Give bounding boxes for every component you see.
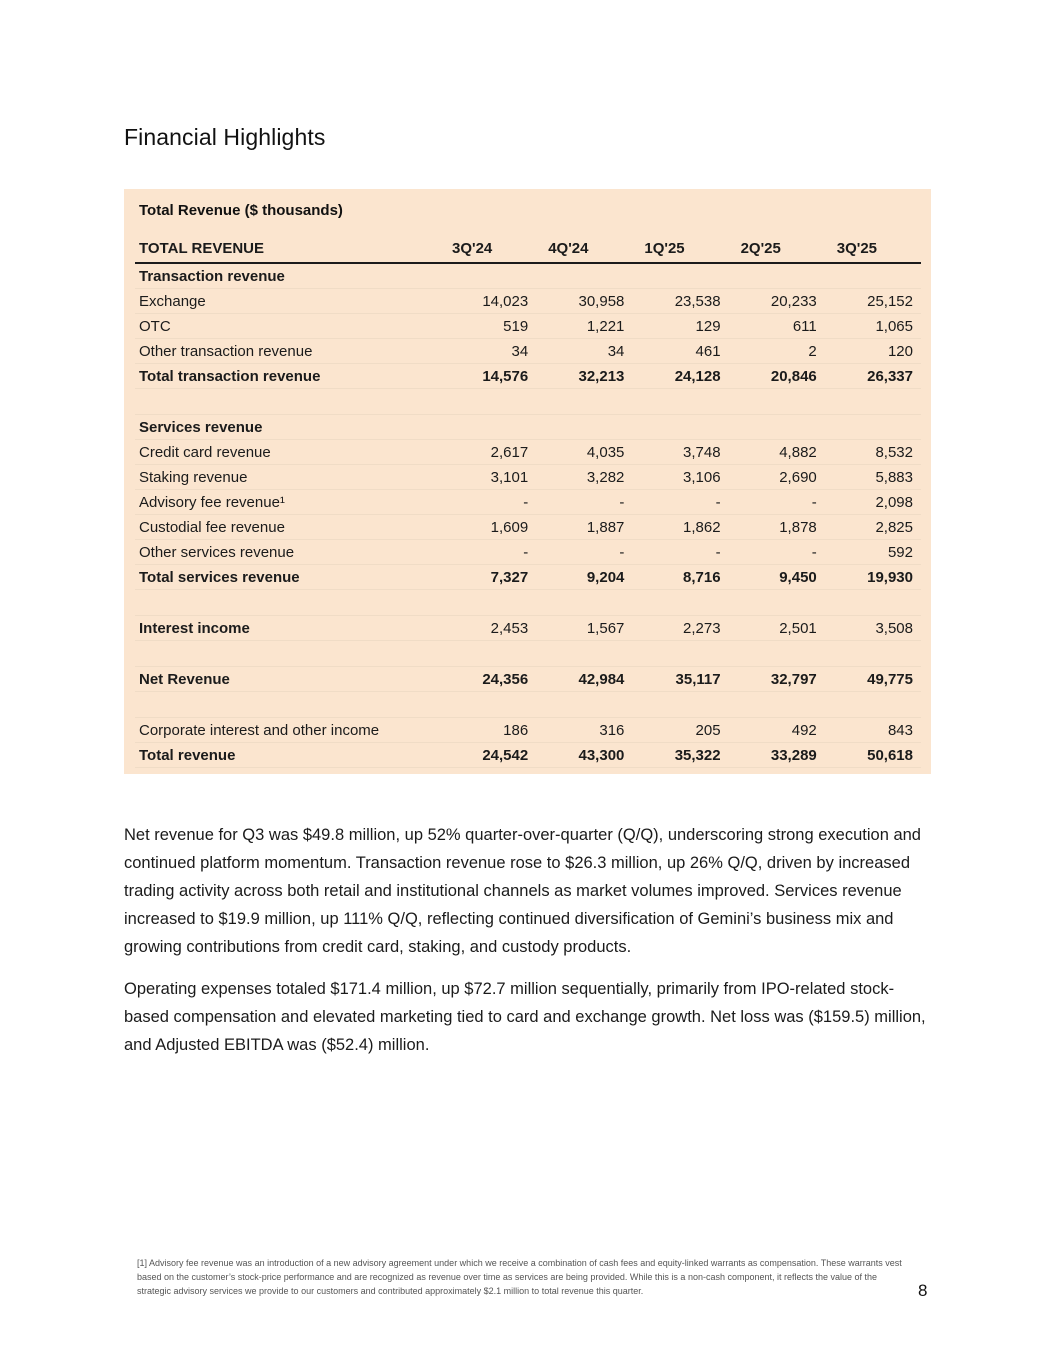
cell-value <box>825 263 921 289</box>
revenue-table <box>135 235 921 768</box>
cell-value: 33,289 <box>729 743 825 768</box>
spacer-row <box>135 590 921 616</box>
table-row <box>135 515 921 540</box>
table-row <box>135 314 921 339</box>
cell-value <box>536 389 632 415</box>
cell-value: - <box>729 540 825 565</box>
cell-value <box>632 263 728 289</box>
row-label: Total services revenue <box>135 565 440 590</box>
cell-value <box>729 389 825 415</box>
cell-value: 2,098 <box>825 490 921 515</box>
cell-value: 4,035 <box>536 440 632 465</box>
page-number: 8 <box>918 1281 928 1300</box>
cell-value: 35,322 <box>632 743 728 768</box>
cell-value: - <box>536 490 632 515</box>
cell-value: 2,273 <box>632 616 728 641</box>
cell-value: 3,106 <box>632 465 728 490</box>
cell-value: 20,233 <box>729 289 825 314</box>
table-row <box>135 718 921 743</box>
cell-value: 519 <box>440 314 536 339</box>
table-row <box>135 667 921 692</box>
cell-value: 19,930 <box>825 565 921 590</box>
cell-value: 120 <box>825 339 921 364</box>
table-row <box>135 743 921 768</box>
cell-value: 461 <box>632 339 728 364</box>
column-header: 4Q'24 <box>536 235 632 263</box>
cell-value <box>536 692 632 718</box>
spacer-row <box>135 389 921 415</box>
table-caption: Total Revenue ($ thousands) <box>139 202 343 219</box>
table-row <box>135 289 921 314</box>
row-label <box>135 590 440 616</box>
paragraph: Net revenue for Q3 was $49.8 million, up 52% quarter-over-quarter (Q/Q), underscoring strong execution and continued platform momentum. Transaction revenue rose to $26.3 million, up 26% Q/Q, driven by increased trading activity across both retail and institutional channels as market volumes improved. Services revenue increased to $19.9 million, up 111% Q/Q, reflecting continued diversification of Gemini’s business mix and growing contributions from credit card, staking, and custody products. <box>124 826 921 956</box>
cell-value: 3,508 <box>825 616 921 641</box>
table-row <box>135 415 921 440</box>
cell-value <box>440 590 536 616</box>
cell-value <box>632 389 728 415</box>
cell-value: 5,883 <box>825 465 921 490</box>
cell-value: 25,152 <box>825 289 921 314</box>
cell-value <box>440 389 536 415</box>
cell-value <box>825 415 921 440</box>
cell-value <box>825 389 921 415</box>
cell-value <box>825 692 921 718</box>
cell-value: 8,716 <box>632 565 728 590</box>
cell-value: 35,117 <box>632 667 728 692</box>
row-label: Net Revenue <box>135 667 440 692</box>
row-label <box>135 389 440 415</box>
cell-value <box>632 692 728 718</box>
cell-value: 30,958 <box>536 289 632 314</box>
cell-value: - <box>440 490 536 515</box>
cell-value: 42,984 <box>536 667 632 692</box>
cell-value: 843 <box>825 718 921 743</box>
cell-value: 205 <box>632 718 728 743</box>
column-header: 3Q'25 <box>825 235 921 263</box>
cell-value: 9,204 <box>536 565 632 590</box>
row-label: Custodial fee revenue <box>135 515 440 540</box>
cell-value: 4,882 <box>729 440 825 465</box>
cell-value: - <box>632 540 728 565</box>
cell-value <box>440 263 536 289</box>
table-row <box>135 364 921 389</box>
row-label: Total revenue <box>135 743 440 768</box>
cell-value: 26,337 <box>825 364 921 389</box>
cell-value: 24,128 <box>632 364 728 389</box>
cell-value <box>729 641 825 667</box>
cell-value: 2 <box>729 339 825 364</box>
row-label: OTC <box>135 314 440 339</box>
row-label: Interest income <box>135 616 440 641</box>
cell-value <box>632 415 728 440</box>
cell-value <box>825 590 921 616</box>
table-body <box>135 263 921 768</box>
table-row <box>135 465 921 490</box>
cell-value <box>440 692 536 718</box>
cell-value: 20,846 <box>729 364 825 389</box>
cell-value <box>440 641 536 667</box>
cell-value: 7,327 <box>440 565 536 590</box>
cell-value <box>632 641 728 667</box>
cell-value: 24,542 <box>440 743 536 768</box>
cell-value: - <box>536 540 632 565</box>
cell-value: 24,356 <box>440 667 536 692</box>
cell-value: 43,300 <box>536 743 632 768</box>
cell-value: 1,065 <box>825 314 921 339</box>
table-row <box>135 616 921 641</box>
table-row <box>135 263 921 289</box>
cell-value <box>825 641 921 667</box>
cell-value: 9,450 <box>729 565 825 590</box>
cell-value: 32,213 <box>536 364 632 389</box>
page-title: Financial Highlights <box>124 124 326 150</box>
cell-value <box>729 692 825 718</box>
row-label <box>135 692 440 718</box>
cell-value: - <box>632 490 728 515</box>
row-label: Transaction revenue <box>135 263 440 289</box>
cell-value: 2,501 <box>729 616 825 641</box>
spacer-row <box>135 641 921 667</box>
cell-value: 1,567 <box>536 616 632 641</box>
cell-value <box>729 415 825 440</box>
row-label <box>135 641 440 667</box>
table-row <box>135 565 921 590</box>
column-header: 1Q'25 <box>632 235 728 263</box>
cell-value: 1,609 <box>440 515 536 540</box>
table-row <box>135 490 921 515</box>
column-header: 2Q'25 <box>729 235 825 263</box>
cell-value: 611 <box>729 314 825 339</box>
paragraph: Operating expenses totaled $171.4 million, up $72.7 million sequentially, primarily from IPO-related stock-based compensation and elevated marketing tied to card and exchange growth. Net loss was ($159.5) million, and Adjusted EBITDA was ($52.4) million. <box>124 980 926 1054</box>
cell-value <box>440 415 536 440</box>
cell-value: 1,887 <box>536 515 632 540</box>
row-label: Advisory fee revenue¹ <box>135 490 440 515</box>
cell-value: 2,825 <box>825 515 921 540</box>
cell-value: 50,618 <box>825 743 921 768</box>
row-label: Total transaction revenue <box>135 364 440 389</box>
footnote: [1] Advisory fee revenue was an introduction of a new advisory agreement under which we receive a combination of cash fees and equity-linked warrants as compensation. These warrants vest based on the customer’s stock-price performance and are recognized as revenue over time as services are being provided. While this is a non-cash component, it reflects the value of the strategic advisory services we provide to our customers and contributed approximately $2.1 million to total revenue this quarter. <box>137 1258 902 1296</box>
cell-value <box>729 590 825 616</box>
cell-value: 49,775 <box>825 667 921 692</box>
commentary <box>124 821 932 1073</box>
cell-value: 14,023 <box>440 289 536 314</box>
cell-value: 2,690 <box>729 465 825 490</box>
cell-value: 14,576 <box>440 364 536 389</box>
column-header: TOTAL REVENUE <box>135 235 440 263</box>
cell-value <box>536 590 632 616</box>
row-label: Services revenue <box>135 415 440 440</box>
row-label: Other transaction revenue <box>135 339 440 364</box>
cell-value: 592 <box>825 540 921 565</box>
row-label: Corporate interest and other income <box>135 718 440 743</box>
column-header: 3Q'24 <box>440 235 536 263</box>
cell-value <box>536 263 632 289</box>
cell-value: - <box>729 490 825 515</box>
cell-value: 1,878 <box>729 515 825 540</box>
row-label: Exchange <box>135 289 440 314</box>
spacer-row <box>135 692 921 718</box>
table-row <box>135 339 921 364</box>
cell-value: 129 <box>632 314 728 339</box>
cell-value: 492 <box>729 718 825 743</box>
cell-value: 1,862 <box>632 515 728 540</box>
row-label: Staking revenue <box>135 465 440 490</box>
cell-value: 3,101 <box>440 465 536 490</box>
cell-value <box>536 641 632 667</box>
cell-value: 23,538 <box>632 289 728 314</box>
cell-value <box>729 263 825 289</box>
cell-value: 32,797 <box>729 667 825 692</box>
cell-value: 186 <box>440 718 536 743</box>
revenue-table-panel <box>124 189 931 774</box>
cell-value: 3,282 <box>536 465 632 490</box>
cell-value: 2,617 <box>440 440 536 465</box>
cell-value: 3,748 <box>632 440 728 465</box>
table-row <box>135 540 921 565</box>
table-row <box>135 440 921 465</box>
cell-value: 34 <box>536 339 632 364</box>
cell-value: 8,532 <box>825 440 921 465</box>
cell-value <box>536 415 632 440</box>
cell-value: 316 <box>536 718 632 743</box>
cell-value: 2,453 <box>440 616 536 641</box>
cell-value: - <box>440 540 536 565</box>
table-header-row <box>135 235 921 263</box>
cell-value <box>632 590 728 616</box>
row-label: Other services revenue <box>135 540 440 565</box>
cell-value: 34 <box>440 339 536 364</box>
row-label: Credit card revenue <box>135 440 440 465</box>
cell-value: 1,221 <box>536 314 632 339</box>
